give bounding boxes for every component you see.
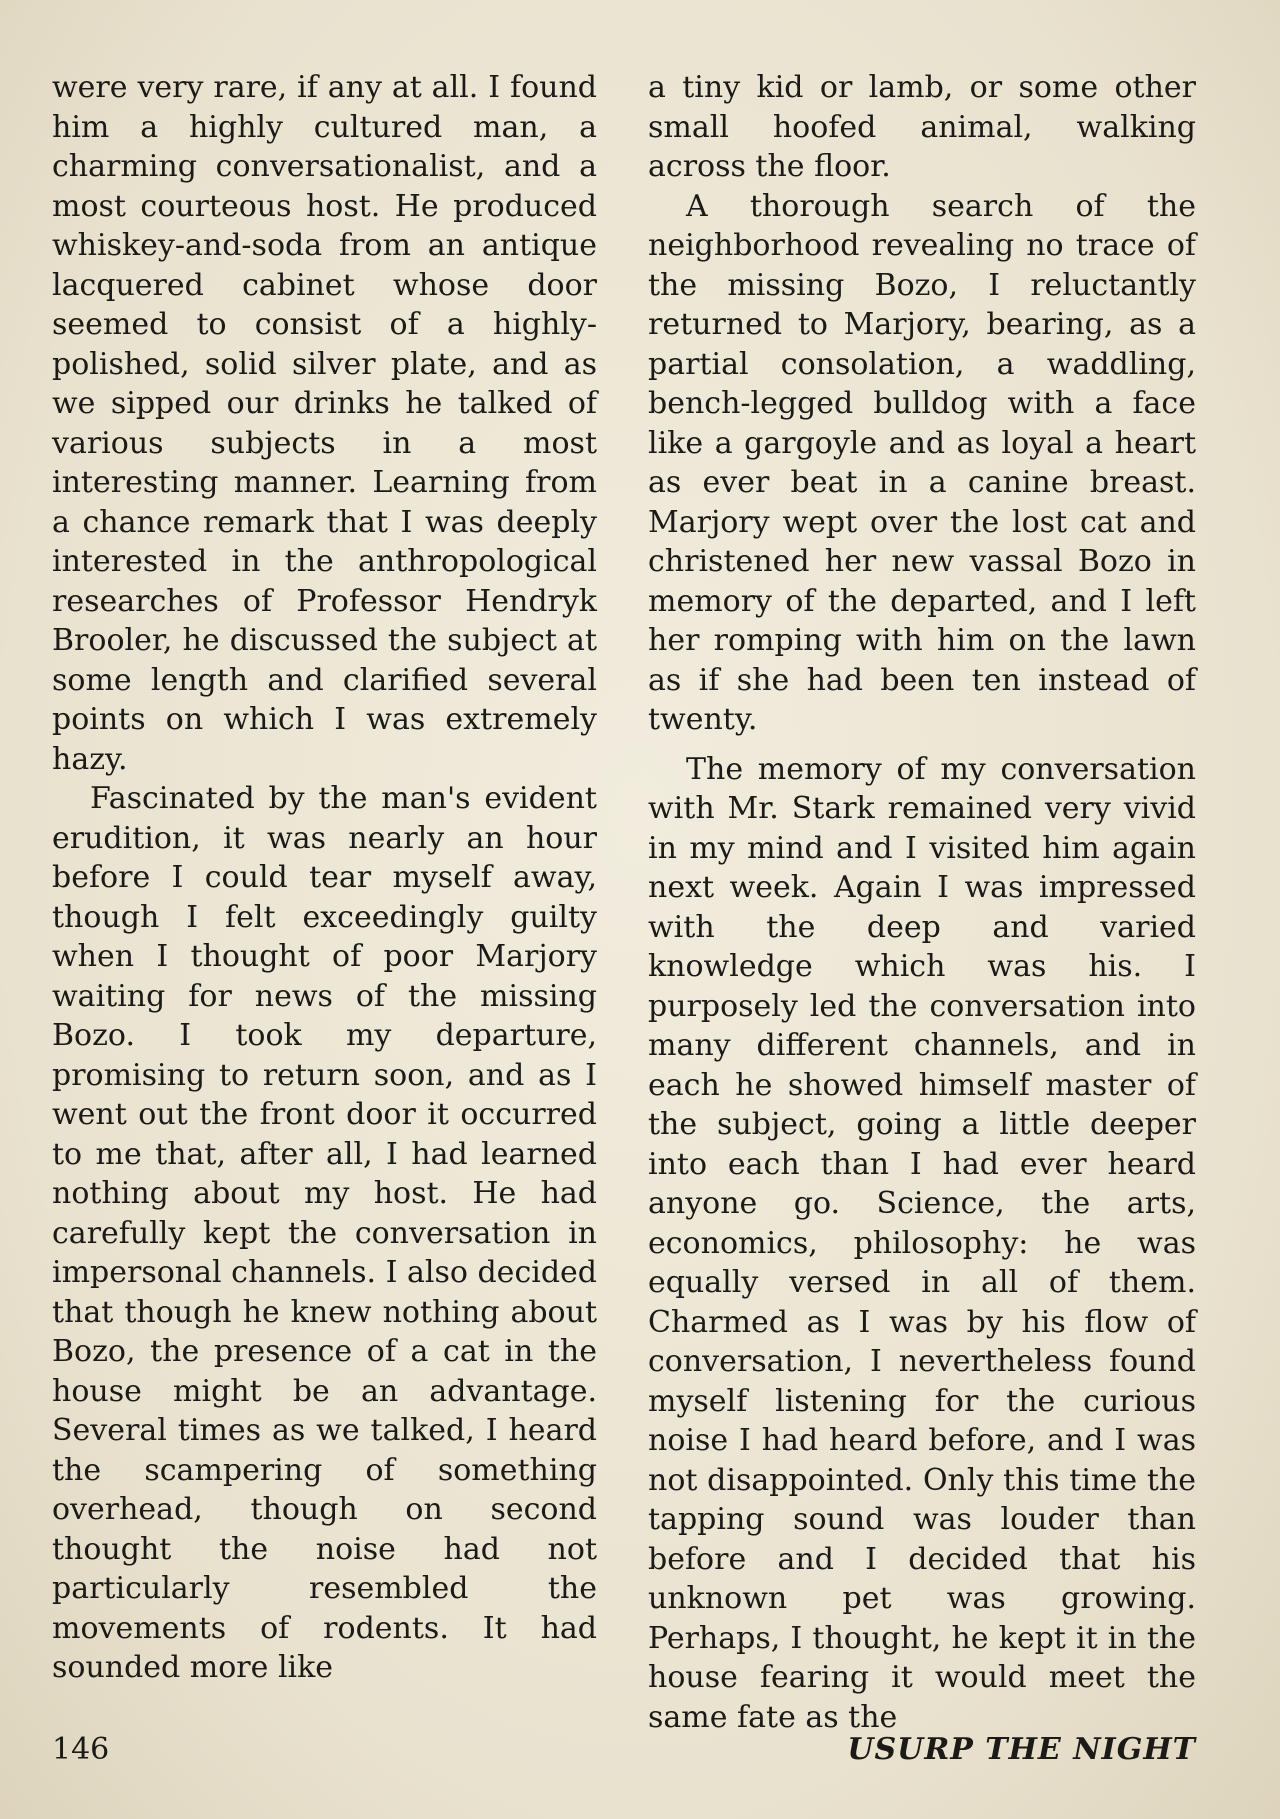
- right-text-column: [648, 68, 1196, 1737]
- paragraph-tiny-kid: a tiny kid or lamb, or some other small hoofed animal, walking across the floor.: [648, 70, 1196, 184]
- left-text-column: [52, 68, 597, 1688]
- paragraph-fascinated: Fascinated by the man's evident erudition, it was nearly an hour before I could tear myself away, though I felt exceedingly guilty when I thought of poor Marjory waiting for news of the missing Bozo. I took my departure, promising to return soon, and as I went out the front door it occurred to me that, after all, I had learned nothing about my host. He had carefully kept the conversation in impersonal channels. I also decided that though he knew nothing about Bozo, the presence of a cat in the house might be an advantage. Several times as we talked, I heard the scampering of something overhead, though on second thought the noise had not particularly resembled the movements of rodents. It had sounded more like: [52, 781, 597, 1685]
- page-number: 146: [52, 1732, 110, 1767]
- paragraph-continued: were very rare, if any at all. I found him a highly cultured man, a charming conversationalist, and a most courteous host. He produced whiskey-and-soda from an antique lacquered cabinet whose door seemed to consist of a highly-polished, solid silver plate, and as we sipped our drinks he talked of various subjects in a most interesting manner. Learning from a chance remark that I was deeply interested in the anthropological researches of Professor Hendryk Brooler, he discussed the subject at some length and clarified several points on which I was extremely hazy.: [52, 70, 597, 777]
- running-title: USURP THE NIGHT: [847, 1732, 1196, 1767]
- paragraph-memory: The memory of my conversation with Mr. Stark remained very vivid in my mind and I visited him again next week. Again I was impressed with the deep and varied knowledge which was his. I purposely led the conversation into many different channels, and in each he showed himself master of the subject, going a little deeper into each than I had ever heard anyone go. Science, the arts, economics, philosophy: he was equally versed in all of them. Charmed as I was by his flow of conversation, I nevertheless found myself listening for the curious noise I had heard before, and I was not disappointed. Only this time the tapping sound was louder than before and I decided that his unknown pet was growing. Perhaps, I thought, he kept it in the house fearing it would meet the same fate as the: [648, 751, 1196, 1735]
- paragraph-thorough-search: A thorough search of the neighborhood revealing no trace of the missing Bozo, I reluctantly returned to Marjory, bearing, as a partial consolation, a waddling, bench-legged bulldog with a face like a gargoyle and as loyal a heart as ever beat in a canine breast. Marjory wept over the lost cat and christened her new vassal Bozo in memory of the departed, and I left her romping with him on the lawn as if she had been ten instead of twenty.: [648, 188, 1196, 737]
